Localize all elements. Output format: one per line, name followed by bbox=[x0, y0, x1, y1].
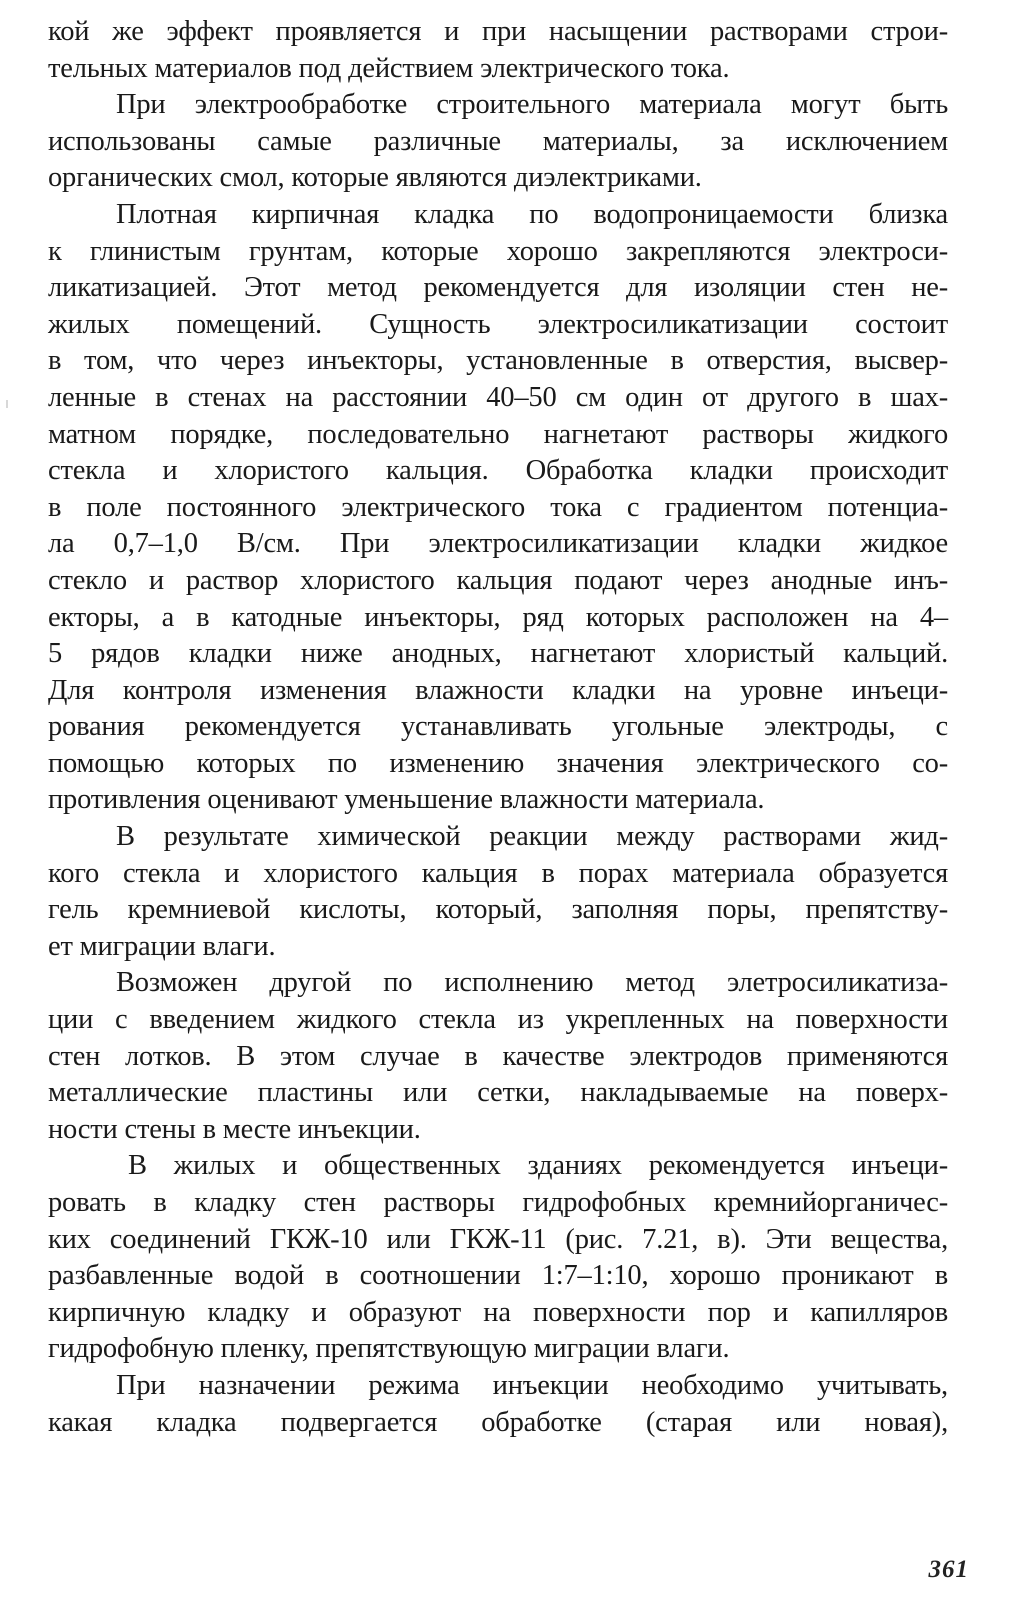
text-line: Плотная кирпичная кладка по водопроницаемости близка bbox=[116, 198, 948, 230]
text-line: В жилых и общественных зданиях рекомендуется инъеци- bbox=[128, 1150, 948, 1182]
text-line: 5 рядов кладки ниже анодных, нагнетают хлористый кальций. bbox=[48, 638, 948, 670]
text-line: екторы, а в катодные инъекторы, ряд которых расположен на 4– bbox=[48, 601, 948, 633]
text-line: В результате химической реакции между растворами жид- bbox=[116, 821, 948, 853]
text-line: ции с введением жидкого стекла из укрепленных на поверхности bbox=[48, 1004, 948, 1036]
text-line: ности стены в месте инъекции. bbox=[48, 1113, 421, 1145]
text-line: металлические пластины или сетки, накладываемые на поверх- bbox=[48, 1077, 948, 1109]
scan-speck bbox=[6, 400, 8, 408]
text-line: ликатизацией. Этот метод рекомендуется для изоляции стен не- bbox=[48, 272, 948, 304]
text-line: При электрообработке строительного материала могут быть bbox=[116, 89, 948, 121]
text-line: в том, что через инъекторы, установленные в отверстия, высвер- bbox=[48, 345, 948, 377]
text-line: стекло и раствор хлористого кальция подают через анодные инъ- bbox=[48, 564, 948, 596]
paragraph bbox=[48, 197, 948, 819]
text-line: кой же эффект проявляется и при насыщении растворами строи- bbox=[48, 16, 948, 47]
text-line: жилых помещений. Сущность электросиликатизации состоит bbox=[48, 308, 948, 340]
text-line: При назначении режима инъекции необходимо учитывать, bbox=[116, 1369, 948, 1401]
paragraph bbox=[48, 87, 948, 197]
paragraph bbox=[48, 965, 948, 1148]
paragraph bbox=[48, 1148, 948, 1368]
text-line: в поле постоянного электрического тока с градиентом потенциа- bbox=[48, 491, 948, 523]
text-line: ровать в кладку стен растворы гидрофобных кремнийорганичес- bbox=[48, 1187, 948, 1218]
text-line: рования рекомендуется устанавливать угольные электроды, с bbox=[48, 711, 948, 743]
text-line: ких соединений ГКЖ-10 или ГКЖ-11 (рис. 7.21, в). Эти вещества, bbox=[48, 1223, 948, 1255]
text-line: кирпичную кладку и образуют на поверхности пор и капилляров bbox=[48, 1296, 948, 1328]
text-line: Возможен другой по исполнению метод элетросиликатиза- bbox=[116, 967, 948, 999]
text-line: стекла и хлористого кальция. Обработка кладки происходит bbox=[48, 455, 948, 487]
text-line: ет миграции влаги. bbox=[48, 930, 276, 962]
text-line: Для контроля изменения влажности кладки на уровне инъеци- bbox=[48, 674, 948, 706]
text-line: разбавленные водой в соотношении 1:7–1:10, хорошо проникают в bbox=[48, 1260, 948, 1292]
text-line: помощью которых по изменению значения электрического со- bbox=[48, 747, 948, 779]
text-line: к глинистым грунтам, которые хорошо закрепляются электроси- bbox=[48, 235, 948, 267]
page-number: 361 bbox=[928, 1556, 969, 1583]
text-line: какая кладка подвергается обработке (старая или новая), bbox=[48, 1406, 948, 1438]
text-line: тельных материалов под действием электрического тока. bbox=[48, 52, 730, 84]
text-line: ленные в стенах на расстоянии 40–50 см один от другого в шах- bbox=[48, 381, 948, 413]
paragraph bbox=[48, 819, 948, 965]
text-line: стен лотков. В этом случае в качестве электродов применяются bbox=[48, 1040, 948, 1072]
text-line: кого стекла и хлористого кальция в порах материала образуется bbox=[48, 857, 948, 889]
paragraph bbox=[48, 14, 948, 87]
paragraph bbox=[48, 1368, 948, 1441]
body-text bbox=[48, 14, 948, 1441]
text-line: органических смол, которые являются диэлектриками. bbox=[48, 162, 702, 194]
text-line: ла 0,7–1,0 В/см. При электросиликатизации кладки жидкое bbox=[48, 528, 948, 560]
text-line: гель кремниевой кислоты, который, заполняя поры, препятству- bbox=[48, 894, 948, 926]
text-line: матном порядке, последовательно нагнетают растворы жидкого bbox=[48, 418, 948, 450]
text-line: гидрофобную пленку, препятствующую миграции влаги. bbox=[48, 1333, 730, 1365]
text-line: противления оценивают уменьшение влажности материала. bbox=[48, 784, 765, 816]
text-line: использованы самые различные материалы, за исключением bbox=[48, 125, 948, 157]
